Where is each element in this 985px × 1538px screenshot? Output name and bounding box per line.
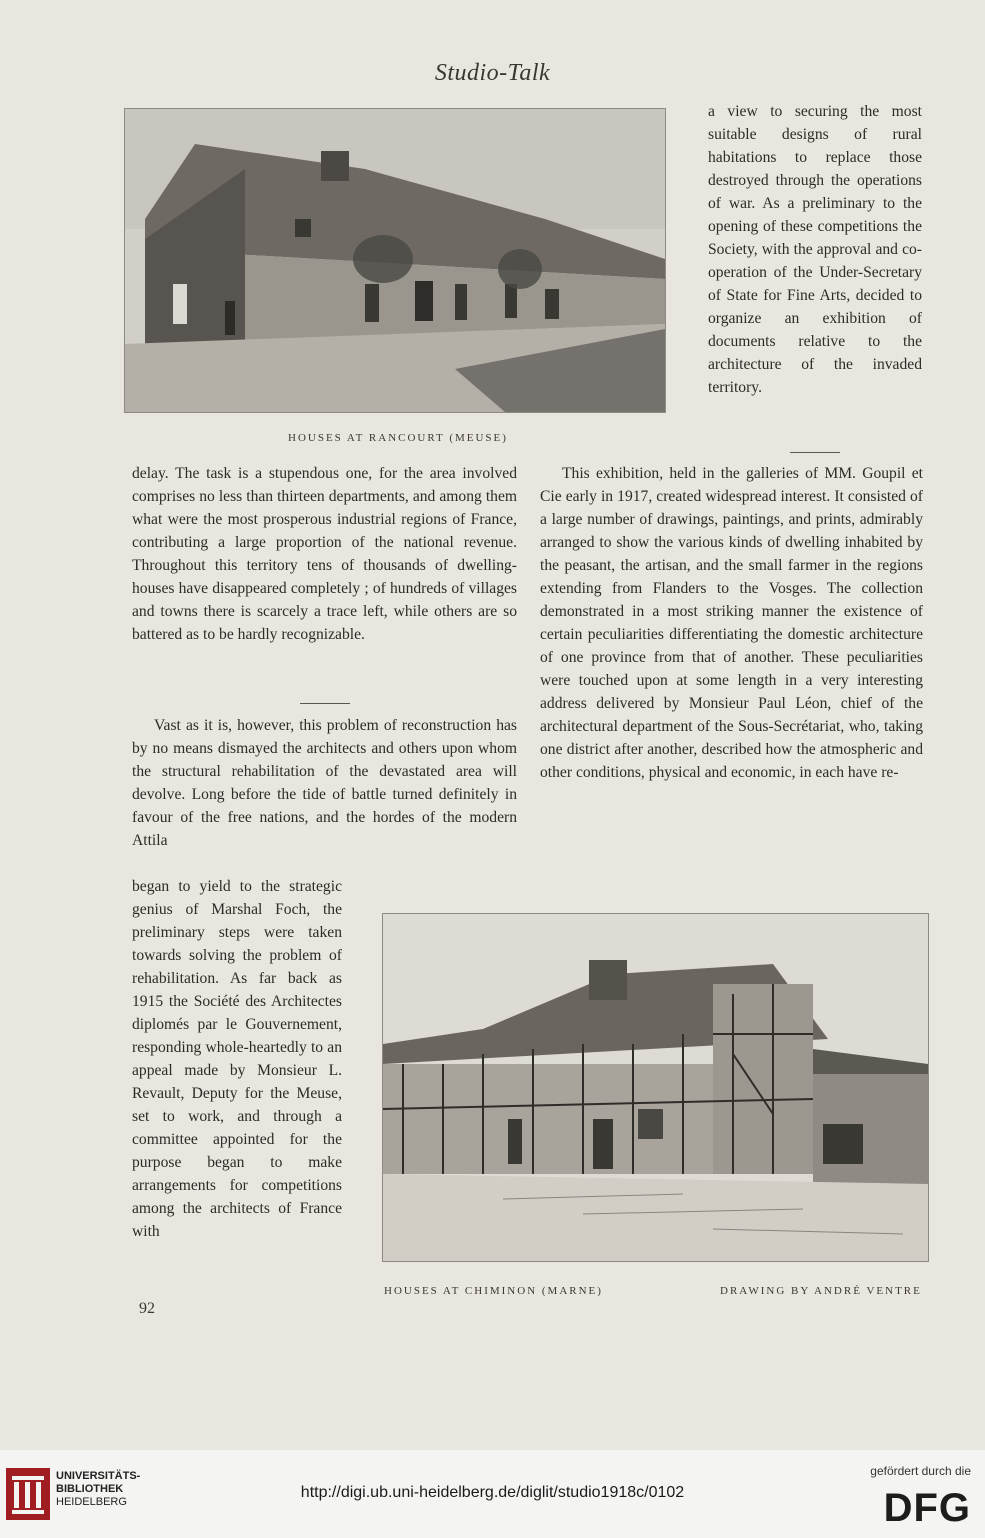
column-left-narrow [132, 875, 342, 1243]
drawing-chiminon-houses [382, 913, 929, 1262]
caption-rancourt: HOUSES AT RANCOURT (MEUSE) [288, 432, 508, 444]
paragraph-top-right: a view to securing the most suitable designs of rural habitations to replace those destroyed through the operations of war. As a preliminary to the opening of these competitions the Society, with the approval and co-operation of the Under-Secretary of State for Fine Arts, decided to organize an exhibition of documents relative to the architecture of the invaded territory. [708, 103, 922, 396]
paragraph-left-2: Vast as it is, however, this problem of reconstruction has by no means dismayed the architects and others upon whom the structural rehabilitation of the devastated area will devolve. Long before the tide of battle turned definitely in favour of the free nations, and the hordes of the modern Attila [132, 717, 517, 849]
paragraph-right-1: This exhibition, held in the galleries of MM. Goupil et Cie early in 1917, created widespread interest. It consisted of a large number of drawings, paintings, and prints, admirably arranged to show the various kinds of dwelling inhabited by the peasant, the artisan, and the small farmer in the regions extending from Flanders to the Vosges. The collection demonstrated in a most striking manner the existence of certain peculiarities differentiating the domestic architecture of one province from that of another. These peculiarities were touched upon at some length in a very interesting address delivered by Monsieur Paul Léon, chief of the architectural department of the Sous-Secrétariat, who, taking one district after another, described how the atmospheric and other conditions, physical and economic, in each have re- [540, 465, 923, 781]
photo-rancourt-houses [124, 108, 666, 413]
column-top-right [708, 100, 922, 399]
sponsor-text: gefördert durch die [870, 1464, 971, 1478]
library-name-line-3: HEIDELBERG [56, 1496, 127, 1508]
library-name-line-2: BIBLIOTHEK [56, 1483, 124, 1495]
footer-bar [0, 1450, 985, 1538]
section-rule-left [300, 703, 350, 704]
column-right [540, 462, 923, 784]
column-left-continued [132, 714, 517, 852]
section-rule-right [790, 452, 840, 453]
caption-chiminon: HOUSES AT CHIMINON (MARNE) [384, 1285, 603, 1297]
paragraph-left-1: delay. The task is a stupendous one, for the area involved comprises no less than thirteen departments, and among them what were the most prosperous industrial regions of France, contributing a large proportion of the national revenue. Throughout this territory tens of thousands of dwelling-houses have disappeared completely ; of hundreds of villages and towns there is scarcely a trace left, while others are so battered as to be hardly recognizable. [132, 465, 517, 643]
library-name-line-1: UNIVERSITÄTS- [56, 1470, 141, 1482]
running-head: Studio-Talk [434, 60, 551, 86]
page-number: 92 [139, 1300, 155, 1317]
paragraph-left-narrow: began to yield to the strategic genius of Marshal Foch, the preliminary steps were taken towards solving the problem of rehabilitation. As far back as 1915 the Société des Architectes diplomés par le Gouvernement, responding whole-heartedly to an appeal made by Monsieur L. Revault, Deputy for the Meuse, set to work, and through a committee appointed for the purpose began to make arrangements for competitions among the architects of France with [132, 878, 342, 1240]
dfg-logo: DFG [883, 1486, 971, 1530]
drawing-chiminon-illustration [383, 914, 928, 1261]
source-url-link[interactable]: http://digi.ub.uni-heidelberg.de/diglit/studio1918c/0102 [300, 1484, 685, 1501]
column-left [132, 462, 517, 646]
caption-credit: DRAWING BY ANDRÉ VENTRE [720, 1285, 922, 1297]
photo-rancourt-illustration [125, 109, 665, 412]
